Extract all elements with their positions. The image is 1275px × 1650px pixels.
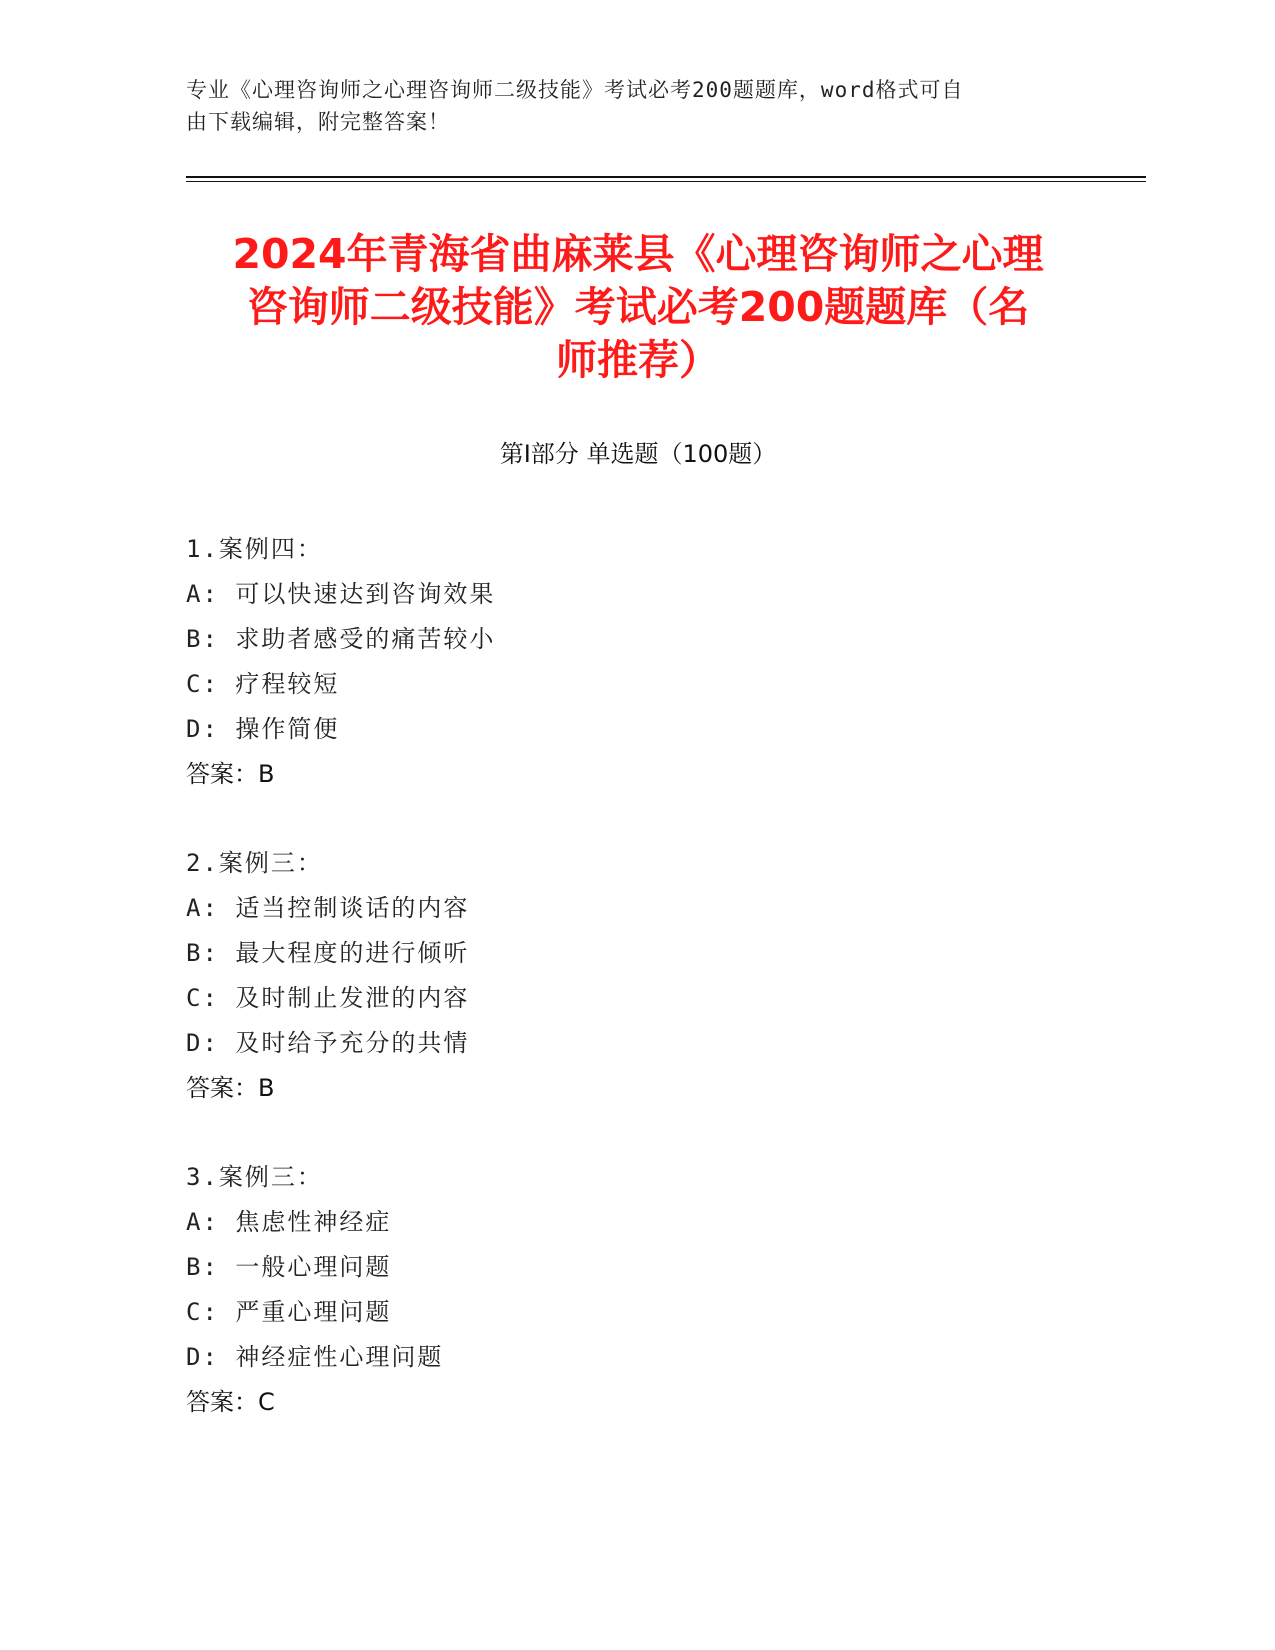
question-3 xyxy=(186,1155,1086,1425)
question-list xyxy=(186,527,1086,1469)
option-d: D: 及时给予充分的共情 xyxy=(186,1029,470,1057)
question-1 xyxy=(186,527,1086,797)
answer-line: 答案：B xyxy=(186,1074,275,1102)
question-stem: 1.案例四： xyxy=(186,535,323,563)
answer-line: 答案：C xyxy=(186,1388,275,1416)
option-c: C: 疗程较短 xyxy=(186,670,340,698)
option-b: B: 最大程度的进行倾听 xyxy=(186,939,470,967)
header-rule-thick xyxy=(186,176,1146,178)
header-note-line-1: 专业《心理咨询师之心理咨询师二级技能》考试必考200题题库，word格式可自 xyxy=(186,78,964,102)
option-d: D: 操作简便 xyxy=(186,715,340,743)
option-b: B: 一般心理问题 xyxy=(186,1253,392,1281)
answer-line: 答案：B xyxy=(186,760,275,788)
section-heading: 第I部分 单选题（100题） xyxy=(499,440,777,468)
option-b: B: 求助者感受的痛苦较小 xyxy=(186,625,496,653)
option-d: D: 神经症性心理问题 xyxy=(186,1343,444,1371)
title-line-3: 师推荐） xyxy=(556,336,720,384)
question-stem: 3.案例三： xyxy=(186,1163,323,1191)
document-title xyxy=(186,228,1090,387)
header-rule-thin xyxy=(186,181,1146,182)
header-note-line-2: 由下载编辑，附完整答案！ xyxy=(186,110,450,134)
option-a: A: 可以快速达到咨询效果 xyxy=(186,580,496,608)
title-line-2: 咨询师二级技能》考试必考200题题库（名 xyxy=(246,283,1030,331)
header-note xyxy=(186,74,1066,138)
option-c: C: 及时制止发泄的内容 xyxy=(186,984,470,1012)
question-2 xyxy=(186,841,1086,1111)
option-a: A: 焦虑性神经症 xyxy=(186,1208,392,1236)
title-line-1: 2024年青海省曲麻莱县《心理咨询师之心理 xyxy=(232,230,1044,278)
question-stem: 2.案例三： xyxy=(186,849,323,877)
option-c: C: 严重心理问题 xyxy=(186,1298,392,1326)
option-a: A: 适当控制谈话的内容 xyxy=(186,894,470,922)
